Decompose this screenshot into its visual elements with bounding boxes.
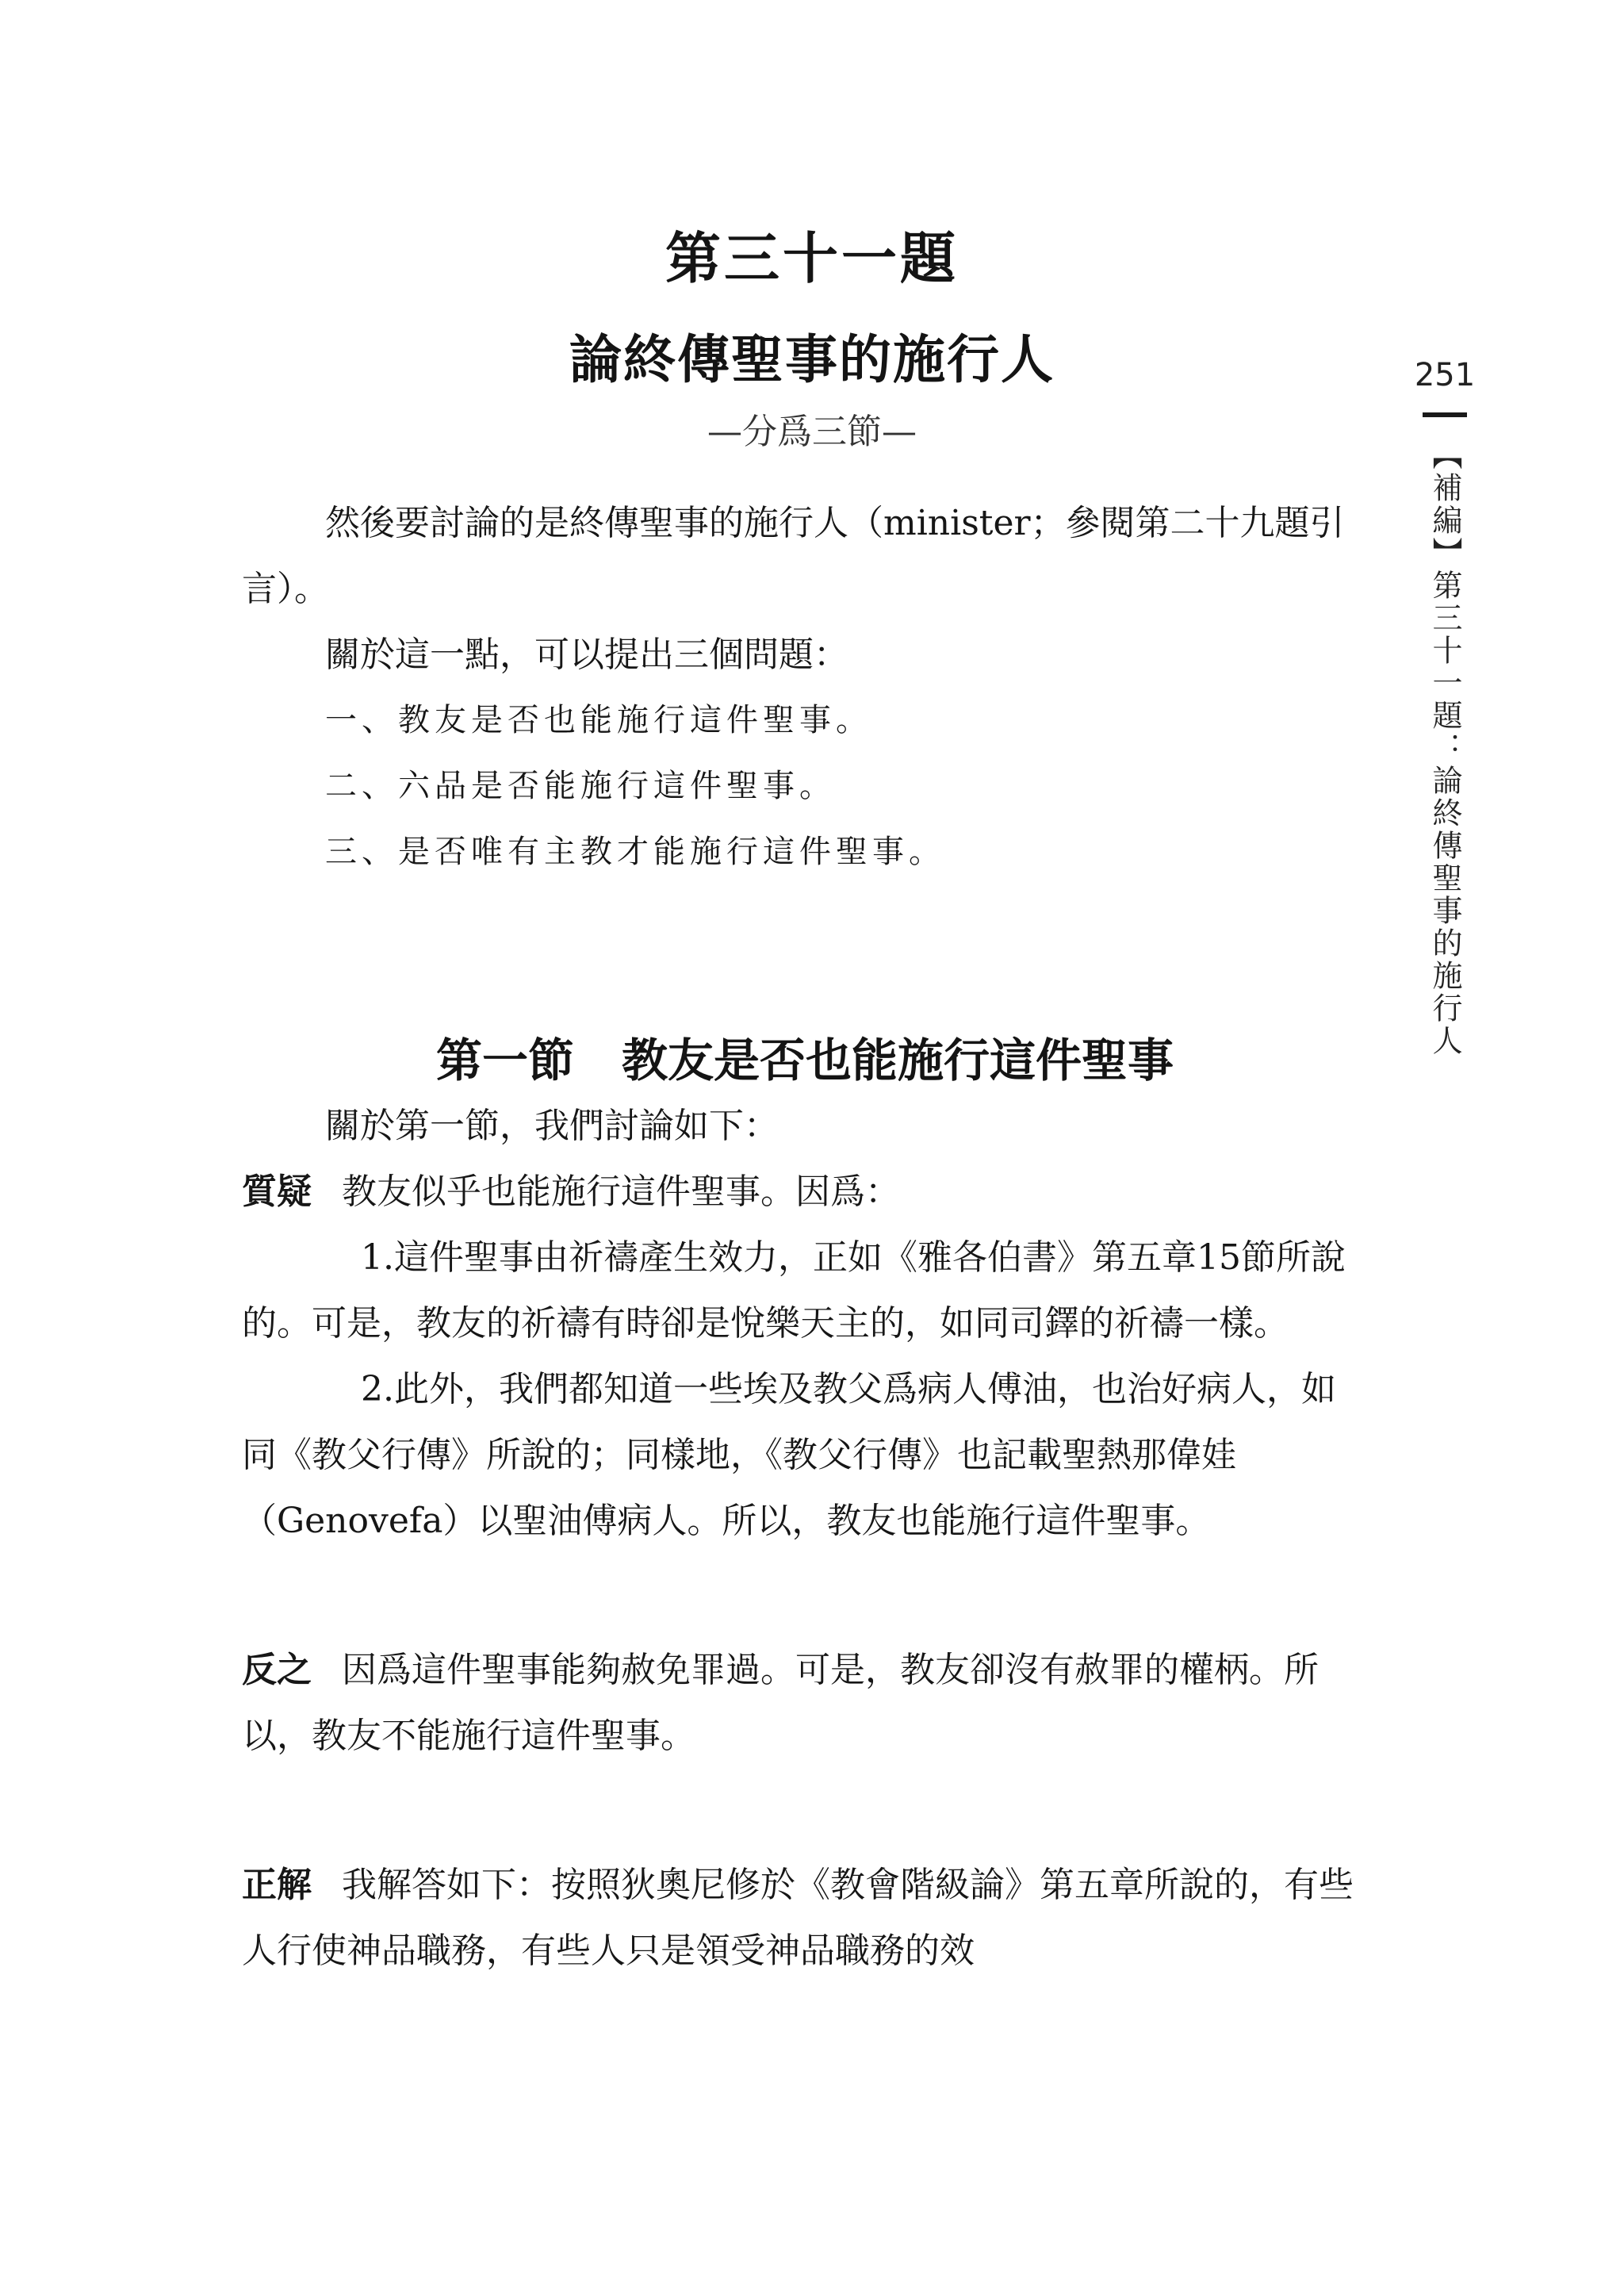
chapter-subtitle: 論終傳聖事的施行人 xyxy=(569,329,1055,390)
objection-point-2: 2.此外，我們都知道一些埃及教父爲病人傅油，也治好病人，如同《教父行傳》所說的；同樣地，《教父行傳》也記載聖熱那偉娃（Genovefa）以聖油傅病人。所以，教友也能施行這件聖事。 xyxy=(242,1369,1336,1541)
objection-paragraph xyxy=(242,1159,1368,1225)
intro-paragraph: 然後要討論的是終傳聖事的施行人（minister；參閱第二十九題引言）。 xyxy=(242,503,1345,609)
division-note: —分爲三節— xyxy=(707,412,917,452)
page-number: 251 xyxy=(1414,357,1476,393)
objection-point-1: 1.這件聖事由祈禱產生效力，正如《雅各伯書》第五章15節所說的。可是，教友的祈禱有時卻是悅樂天主的，如同司鐸的祈禱一樣。 xyxy=(242,1237,1346,1344)
answer-label: 正解 xyxy=(242,1865,312,1905)
intro-block xyxy=(242,490,1368,885)
objection-text: 教友似乎也能施行這件聖事。因爲： xyxy=(342,1171,900,1212)
intro-questions-lead: 關於這一點，可以提出三個問題： xyxy=(325,635,848,675)
question-item-3: 三、是否唯有主教才能施行這件聖事。 xyxy=(325,834,945,870)
section-lead: 關於第一節，我們討論如下： xyxy=(325,1106,779,1146)
answer-text: 我解答如下：按照狄奧尼修於《教會階級論》第五章所說的，有些人行使神品職務，有些人只是領受神品職務的效 xyxy=(242,1865,1354,1971)
question-item-1: 一、教友是否也能施行這件聖事。 xyxy=(325,702,872,738)
contra-label: 反之 xyxy=(242,1650,312,1690)
section-body xyxy=(242,1093,1368,1984)
section-title: 教友是否也能施行這件聖事 xyxy=(622,1033,1174,1087)
section-heading xyxy=(242,1023,1368,1090)
running-head: 【補編】第三十一題：論終傳聖事的施行人 xyxy=(1427,439,1462,1057)
question-item-2: 二、六品是否能施行這件聖事。 xyxy=(325,768,836,804)
objection-label: 質疑 xyxy=(242,1171,312,1212)
running-sidebar xyxy=(1405,357,1484,1060)
chapter-title: 第三十一題 xyxy=(665,225,959,291)
answer-paragraph xyxy=(242,1852,1368,1984)
sidebar-rule xyxy=(1423,412,1467,417)
contra-paragraph xyxy=(242,1637,1368,1769)
section-number: 第一節 xyxy=(435,1033,574,1087)
contra-text: 因爲這件聖事能夠赦免罪過。可是，教友卻沒有赦罪的權柄。所以，教友不能施行這件聖事。 xyxy=(242,1650,1319,1756)
